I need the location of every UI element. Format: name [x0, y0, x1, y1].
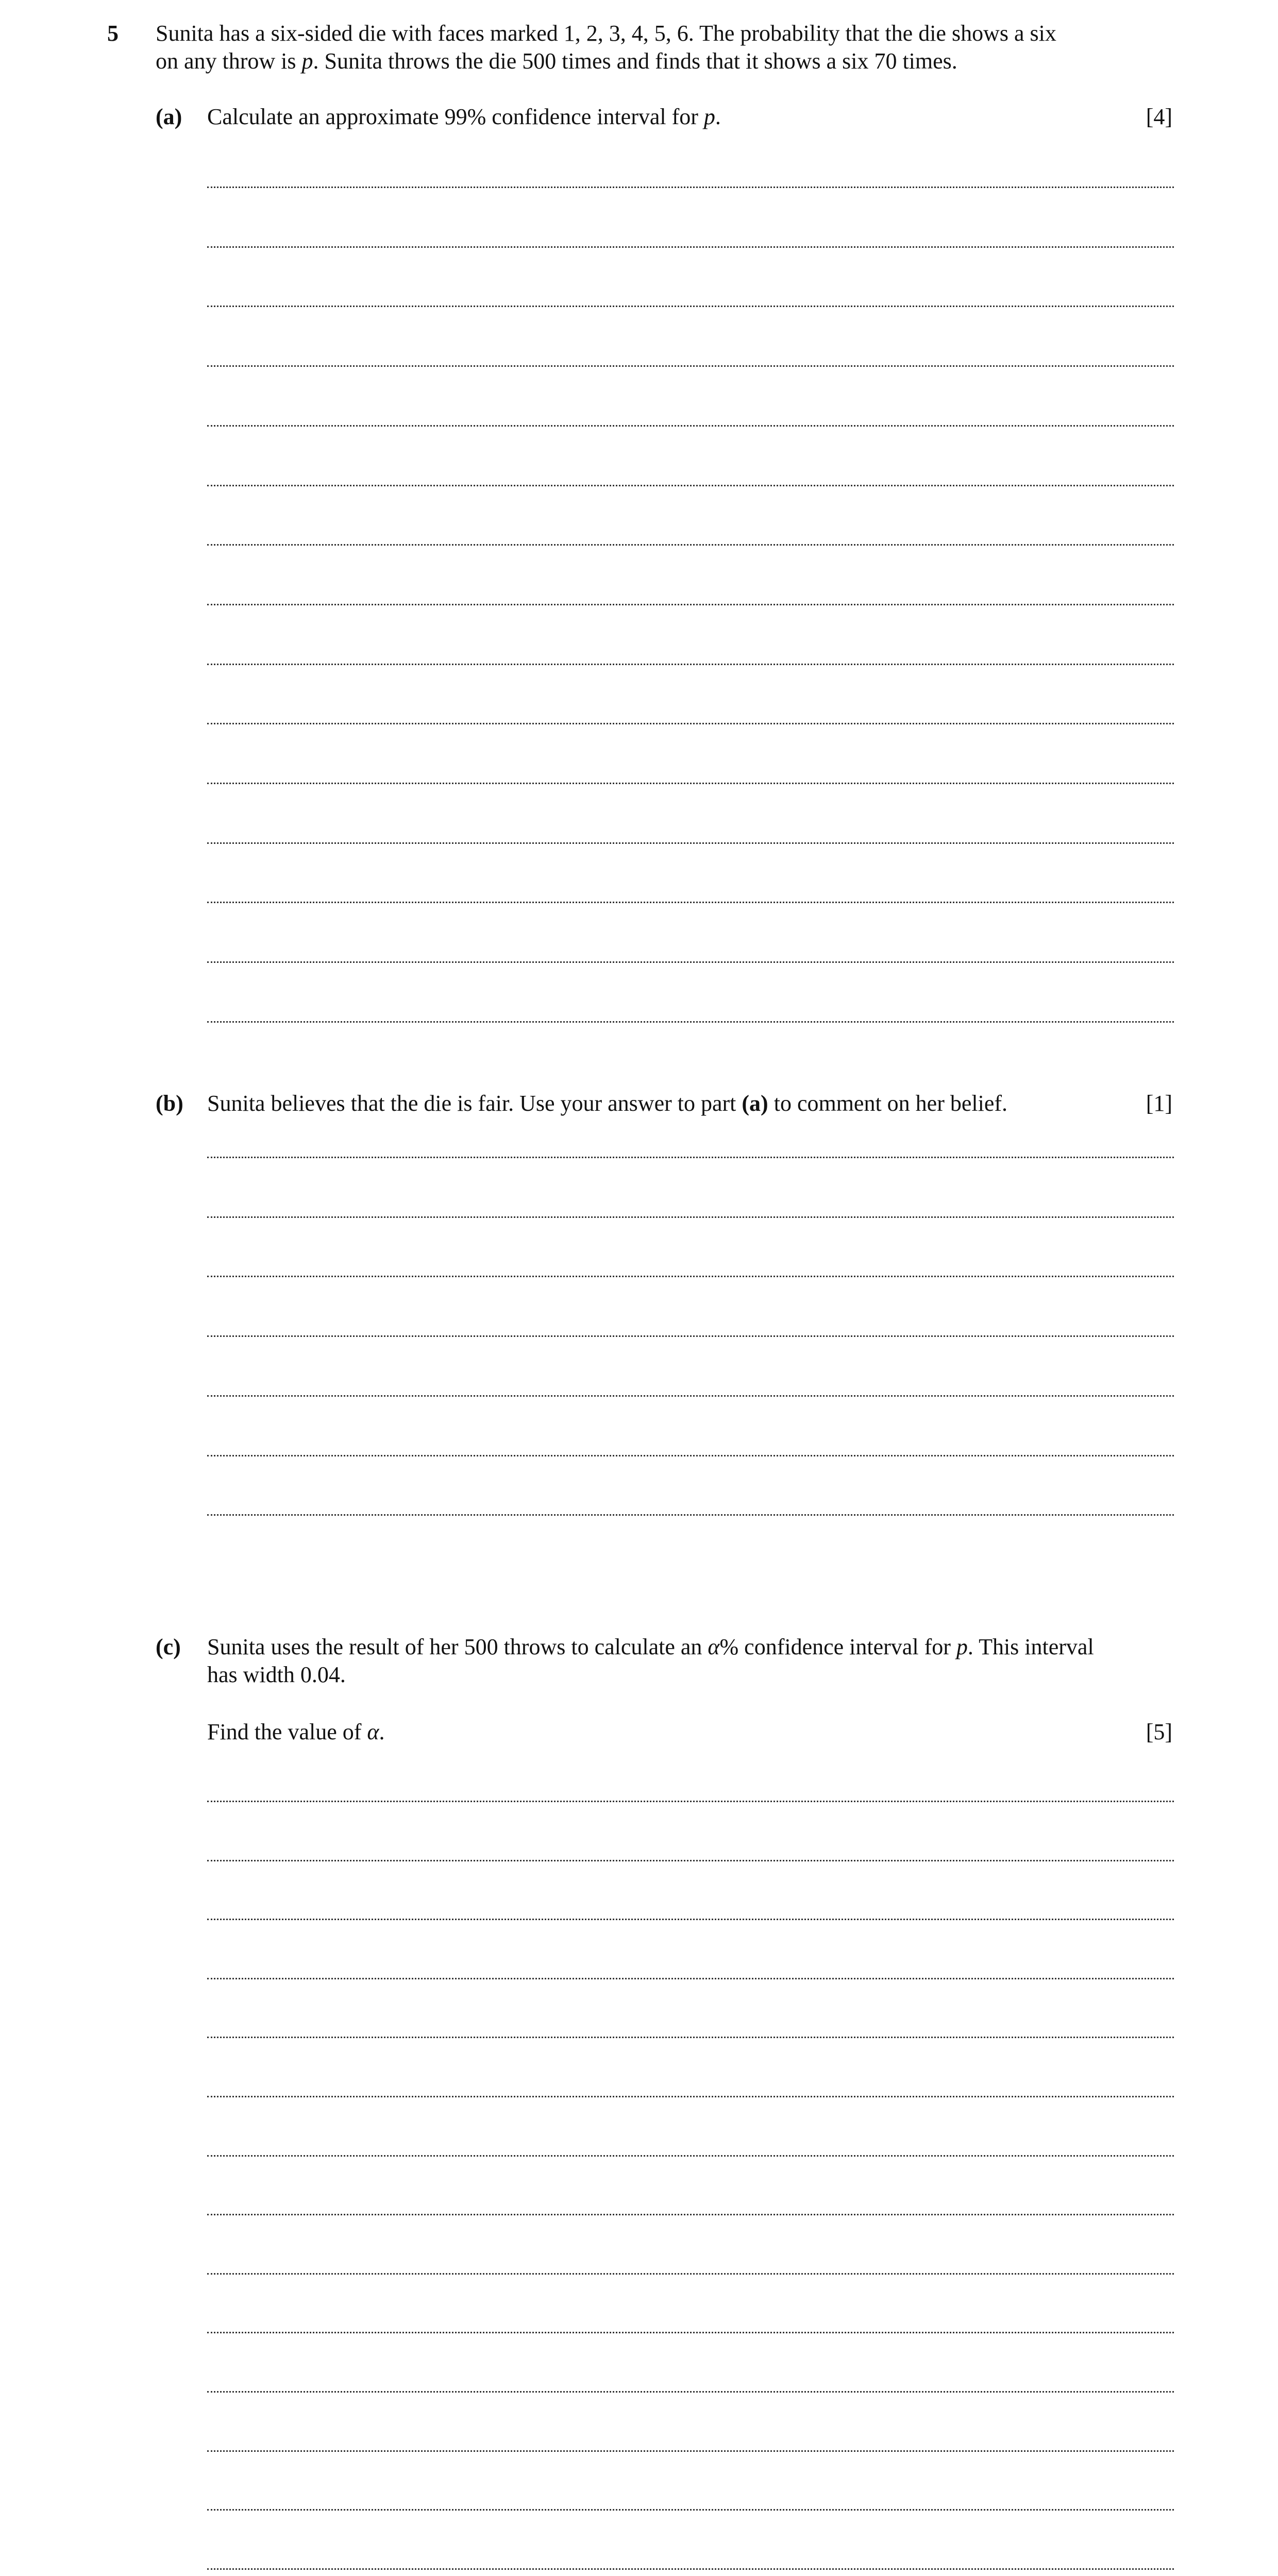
answer-line — [207, 664, 1174, 665]
answer-line — [207, 544, 1174, 546]
answer-line — [207, 2332, 1174, 2333]
part-c-prompt — [207, 1633, 1175, 1689]
question-number: 5 — [107, 21, 119, 46]
variable-p: p — [301, 48, 313, 74]
answer-line — [207, 902, 1174, 903]
answer-line — [207, 1801, 1174, 1802]
part-c-label: (c) — [156, 1634, 181, 1659]
answer-line — [207, 1455, 1174, 1456]
answer-line — [207, 1860, 1174, 1861]
part-a-label: (a) — [156, 104, 182, 129]
answer-line — [207, 1514, 1174, 1516]
answer-line — [207, 1021, 1174, 1023]
part-reference: (a) — [742, 1091, 768, 1116]
answer-line — [207, 1395, 1174, 1397]
answer-line — [207, 842, 1174, 844]
part-b-label: (b) — [156, 1091, 183, 1116]
answer-line — [207, 1157, 1174, 1158]
answer-line — [207, 1276, 1174, 1277]
answer-line — [207, 783, 1174, 784]
answer-line — [207, 365, 1174, 367]
part-c-find-prompt: Find the value of α. — [207, 1719, 385, 1744]
answer-line — [207, 1978, 1174, 1979]
answer-line — [207, 2391, 1174, 2393]
answer-line — [207, 2450, 1174, 2452]
answer-line — [207, 1216, 1174, 1218]
part-b-marks: [1] — [1146, 1091, 1172, 1116]
part-a-marks: [4] — [1146, 104, 1172, 129]
answer-line — [207, 1919, 1174, 1920]
answer-line — [207, 961, 1174, 963]
part-a-prompt: Calculate an approximate 99% confidence interval for p. — [207, 104, 721, 129]
variable-alpha: α — [367, 1719, 379, 1744]
part-b-prompt: Sunita believes that the die is fair. Use your answer to part (a) to comment on her belief. — [207, 1091, 1008, 1116]
answer-line — [207, 604, 1174, 605]
question-stem — [156, 20, 1175, 75]
answer-line — [207, 723, 1174, 724]
answer-line — [207, 2214, 1174, 2215]
variable-alpha: α — [708, 1634, 720, 1659]
answer-line — [207, 485, 1174, 486]
stem-line-2: on any throw is p. Sunita throws the die 500 times and finds that it shows a six 70 times. — [156, 48, 957, 74]
answer-line — [207, 1335, 1174, 1337]
answer-line — [207, 2568, 1174, 2570]
part-c-line-2: has width 0.04. — [207, 1662, 346, 1687]
part-c-marks: [5] — [1146, 1719, 1172, 1744]
answer-line — [207, 425, 1174, 427]
answer-line — [207, 2273, 1174, 2275]
variable-p: p — [956, 1634, 968, 1659]
answer-line — [207, 306, 1174, 307]
answer-line — [207, 2509, 1174, 2511]
variable-p: p — [703, 104, 715, 129]
answer-line — [207, 2155, 1174, 2157]
answer-line — [207, 187, 1174, 188]
answer-line — [207, 2096, 1174, 2097]
stem-line-1: Sunita has a six-sided die with faces marked 1, 2, 3, 4, 5, 6. The probability that the die shows a six — [156, 21, 1056, 46]
answer-line — [207, 2037, 1174, 2038]
answer-line — [207, 246, 1174, 248]
part-c-line-1: Sunita uses the result of her 500 throws to calculate an α% confidence interval for p. This interval — [207, 1634, 1094, 1659]
